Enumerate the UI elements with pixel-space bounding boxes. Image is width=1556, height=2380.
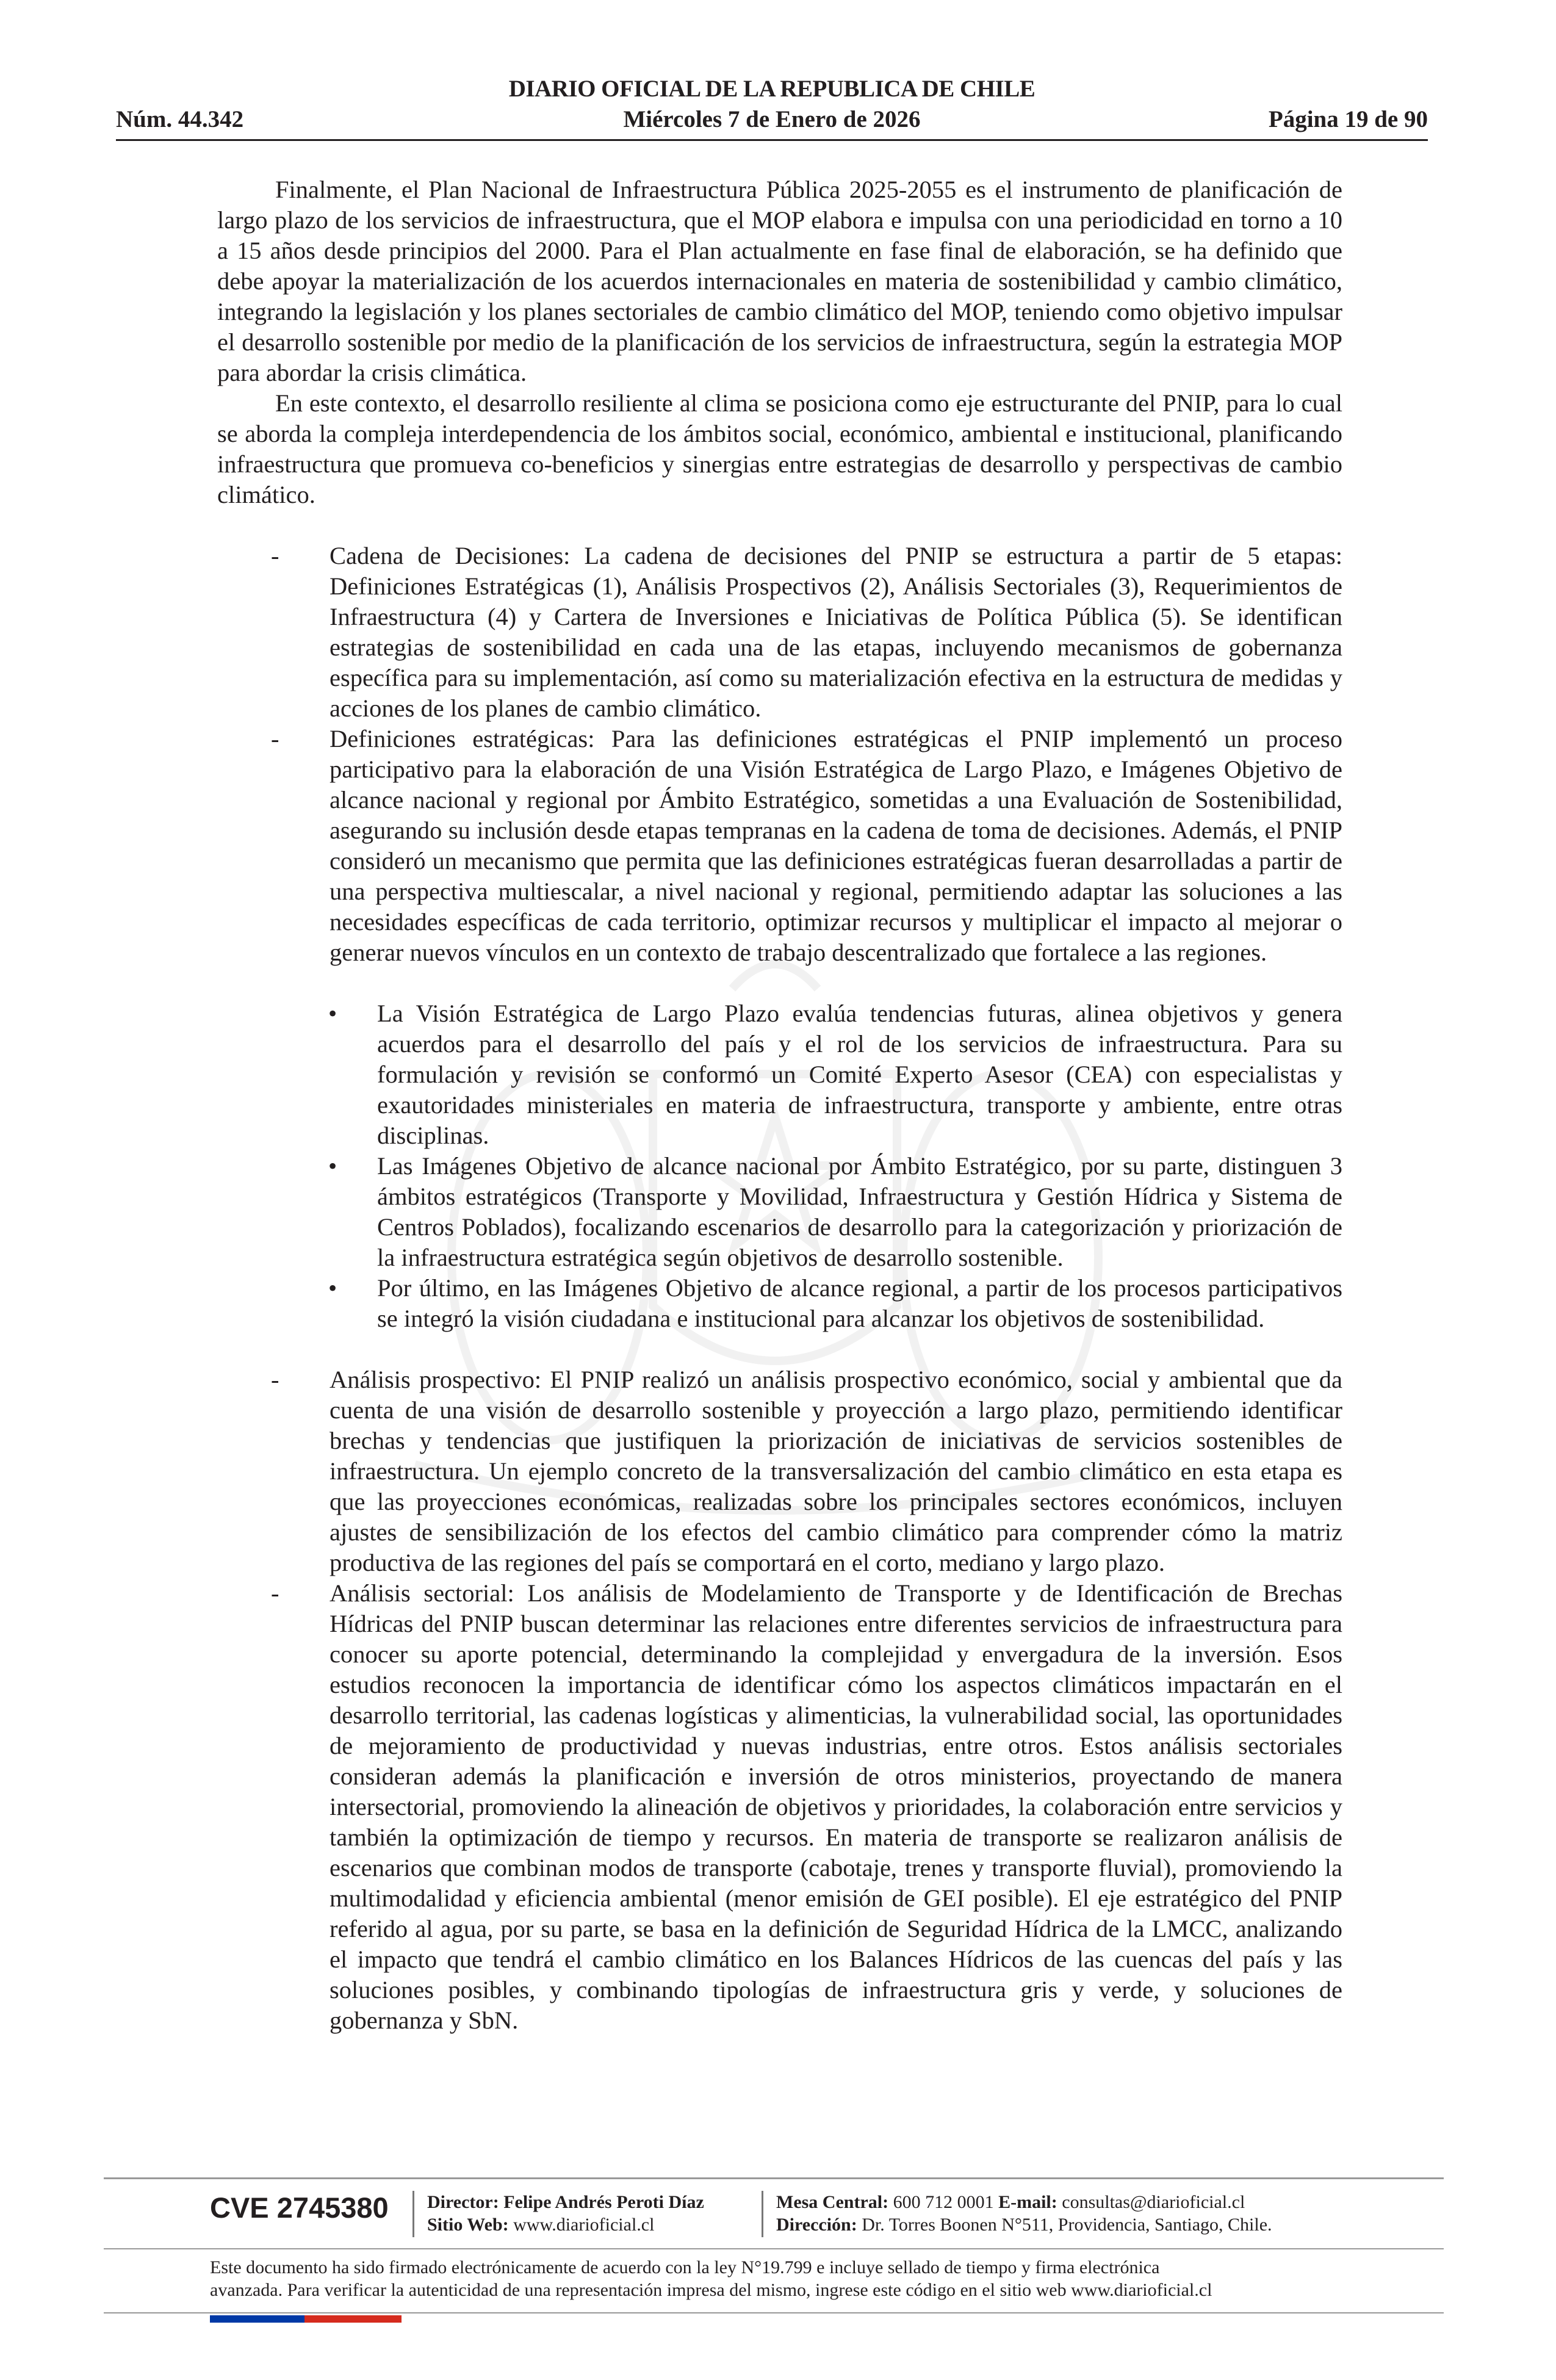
page-number: Página 19 de 90: [1268, 106, 1428, 132]
footer-divider-bottom: [104, 2312, 1444, 2313]
footer-director-block: [427, 2191, 704, 2236]
bullet-item-imagenes-regional: [217, 1273, 1342, 1334]
bullet-item-vision-estrategica: [217, 998, 1342, 1151]
footer-contact-block: [776, 2191, 1272, 2236]
footer-separator: [762, 2191, 763, 2237]
email-label: E-mail:: [998, 2192, 1057, 2212]
address-text: Dr. Torres Boonen N°511, Providencia, Santiago, Chile.: [862, 2215, 1272, 2235]
footer-divider-top: [104, 2177, 1444, 2179]
bullet-marker: •: [328, 1152, 337, 1180]
dash-marker: -: [271, 725, 279, 752]
dash-marker: -: [271, 1366, 279, 1393]
flag-red-stripe: [304, 2315, 402, 2323]
footer-divider-middle: [104, 2248, 1444, 2249]
director-name: Felipe Andrés Peroti Díaz: [503, 2192, 704, 2212]
list-item-definiciones-estrategicas: [217, 724, 1342, 968]
spacer: [217, 1334, 1342, 1365]
spacer: [217, 968, 1342, 998]
flag-color-bar: [210, 2315, 402, 2323]
bullet-marker: •: [328, 1000, 337, 1027]
intro-paragraph-1: Finalmente, el Plan Nacional de Infraestructura Pública 2025-2055 es el instrumento de planificación de largo plazo de los servicios de infraestructura, que el MOP elabora e impulsa con una periodicidad en torno a 10 a 15 años desde principios del 2000. Para el Plan actualmente en fase final de elaboración, se ha definido que debe apoyar la materialización de los acuerdos internacionales en materia de sostenibilidad y cambio climático, integrando la legislación y los planes sectoriales de cambio climático del MOP, teniendo como objetivo impulsar el desarrollo sostenible por medio de la planificación de los servicios de infraestructura, según la estrategia MOP para abordar la crisis climática.: [217, 176, 1342, 386]
list-item-text: Definiciones estratégicas: Para las definiciones estratégicas el PNIP implementó un proceso participativo para la elaboración de una Visión Estratégica de Largo Plazo, e Imágenes Objetivo de alcance nacional y regional por Ámbito Estratégico, sometidas a una Evaluación de Sostenibilidad, asegurando su inclusión desde etapas tempranas en la cadena de toma de decisiones. Además, el PNIP consideró un mecanismo que permita que las definiciones estratégicas fueran desarrolladas a partir de una perspectiva multiescalar, a nivel nacional y regional, permitiendo adaptar las soluciones a las necesidades específicas de cada territorio, optimizar recursos y multiplicar el impacto al mejorar o generar nuevos vínculos en un contexto de trabajo descentralizado que fortalece a las regiones.: [330, 725, 1342, 966]
page-header: [116, 74, 1428, 143]
footer-separator: [412, 2191, 414, 2237]
issue-date: Miércoles 7 de Enero de 2026: [623, 106, 921, 132]
website-label: Sitio Web:: [427, 2215, 509, 2235]
newspaper-title: DIARIO OFICIAL DE LA REPUBLICA DE CHILE: [508, 76, 1036, 102]
list-item-text: Cadena de Decisiones: La cadena de decisiones del PNIP se estructura a partir de 5 etapas: Definiciones Estratégicas (1), Análisis Prospectivos (2), Análisis Sectoriales (3), Requerimientos de Infraestructura (4) y Cartera de Inversiones e Iniciativas de Política Pública (5). Se identifican estrategias de sostenibilidad en cada una de las etapas, incluyendo mecanismos de gobernanza específica para su implementación, así como su materialización efectiva en la estructura de medidas y acciones de los planes de cambio climático.: [330, 542, 1342, 722]
phone-number: 600 712 0001: [893, 2192, 994, 2212]
legal-notice-line: avanzada. Para verificar la autenticidad de una representación impresa del mismo, ingrese este código en el sitio web www.diarioficial.cl: [210, 2280, 1212, 2300]
list-item-analisis-sectorial: [217, 1578, 1342, 2036]
spacer: [217, 510, 1342, 541]
legal-notice: [210, 2256, 1363, 2301]
document-body: [217, 175, 1342, 2036]
dash-marker: -: [271, 1579, 279, 1607]
address-label: Dirección:: [776, 2215, 857, 2235]
list-item-text: Análisis sectorial: Los análisis de Modelamiento de Transporte y de Identificación de Brechas Hídricas del PNIP buscan determinar las relaciones entre diferentes servicios de infraestructura para conocer su aporte potencial, determinando la complejidad y envergadura de la inversión. Esos estudios reconocen la importancia de identificar cómo los aspectos climáticos impactarán en el desarrollo territorial, las cadenas logísticas y alimenticias, la vulnerabilidad social, las oportunidades de mejoramiento de productividad y nuevas industrias, entre otros. Estos análisis sectoriales consideran además la planificación e inversión de otros ministerios, proyectando de manera intersectorial, promoviendo la alineación de objetivos y prioridades, la colaboración entre servicios y también la optimización de tiempo y recursos. En materia de transporte se realizaron análisis de escenarios que combinan modos de transporte (cabotaje, trenes y transporte fluvial), promoviendo la multimodalidad y eficiencia ambiental (menor emisión de GEI posible). El eje estratégico del PNIP referido al agua, por su parte, se basa en la definición de Seguridad Hídrica de la LMCC, analizando el impacto que tendrá el cambio climático en los Balances Hídricos de las cuencas del país y las soluciones posibles, y combinando tipologías de infraestructura gris y verde, y soluciones de gobernanza y SbN.: [330, 1579, 1342, 2034]
list-item-text: Análisis prospectivo: El PNIP realizó un análisis prospectivo económico, social y ambiental que da cuenta de una visión de desarrollo sostenible y proyección a largo plazo, permitiendo identificar brechas y tendencias que justifiquen la priorización de iniciativas de servicios sostenibles de infraestructura. Un ejemplo concreto de la transversalización del cambio climático en esta etapa es que las proyecciones económicas, realizadas sobre los principales sectores económicos, incluyen ajustes de sensibilización de los efectos del cambio climático para comprender cómo la matriz productiva de las regiones del país se comportará en el corto, mediano y largo plazo.: [330, 1366, 1342, 1576]
director-label: Director:: [427, 2192, 499, 2212]
legal-notice-line: Este documento ha sido firmado electrónicamente de acuerdo con la ley N°19.799 e incluye sellado de tiempo y firma electrónica: [210, 2257, 1160, 2277]
flag-blue-stripe: [210, 2315, 304, 2323]
list-item-cadena-de-decisiones: [217, 541, 1342, 724]
cve-code: CVE 2745380: [210, 2191, 389, 2224]
header-divider: [116, 139, 1428, 141]
bullet-item-text: La Visión Estratégica de Largo Plazo evalúa tendencias futuras, alinea objetivos y genera acuerdos para el desarrollo del país y el rol de los servicios de infraestructura. Para su formulación y revisión se conformó un Comité Experto Asesor (CEA) con especialistas y exautoridades ministeriales en materia de infraestructura, transporte y ambiente, entre otras disciplinas.: [377, 1000, 1342, 1149]
bullet-marker: •: [328, 1274, 337, 1302]
issue-number: Núm. 44.342: [116, 106, 244, 132]
bullet-item-text: Por último, en las Imágenes Objetivo de alcance regional, a partir de los procesos participativos se integró la visión ciudadana e institucional para alcanzar los objetivos de sostenibilidad.: [377, 1274, 1342, 1332]
website-link[interactable]: www.diarioficial.cl: [513, 2215, 655, 2235]
phone-label: Mesa Central:: [776, 2192, 889, 2212]
bullet-item-imagenes-nacional: [217, 1151, 1342, 1273]
intro-paragraph-2: En este contexto, el desarrollo resiliente al clima se posiciona como eje estructurante del PNIP, para lo cual se aborda la compleja interdependencia de los ámbitos social, económico, ambiental e institucional, planificando infraestructura que promueva co-beneficios y sinergias entre estrategias de desarrollo y perspectivas de cambio climático.: [217, 389, 1342, 508]
bullet-item-text: Las Imágenes Objetivo de alcance nacional por Ámbito Estratégico, por su parte, distinguen 3 ámbitos estratégicos (Transporte y Movilidad, Infraestructura y Gestión Hídrica y Sistema de Centros Poblados), focalizando escenarios de desarrollo para la categorización y priorización de la infraestructura estratégica según objetivos de desarrollo sostenible.: [377, 1152, 1342, 1271]
dash-marker: -: [271, 542, 279, 569]
email-link[interactable]: consultas@diarioficial.cl: [1062, 2192, 1245, 2212]
list-item-analisis-prospectivo: [217, 1365, 1342, 1578]
